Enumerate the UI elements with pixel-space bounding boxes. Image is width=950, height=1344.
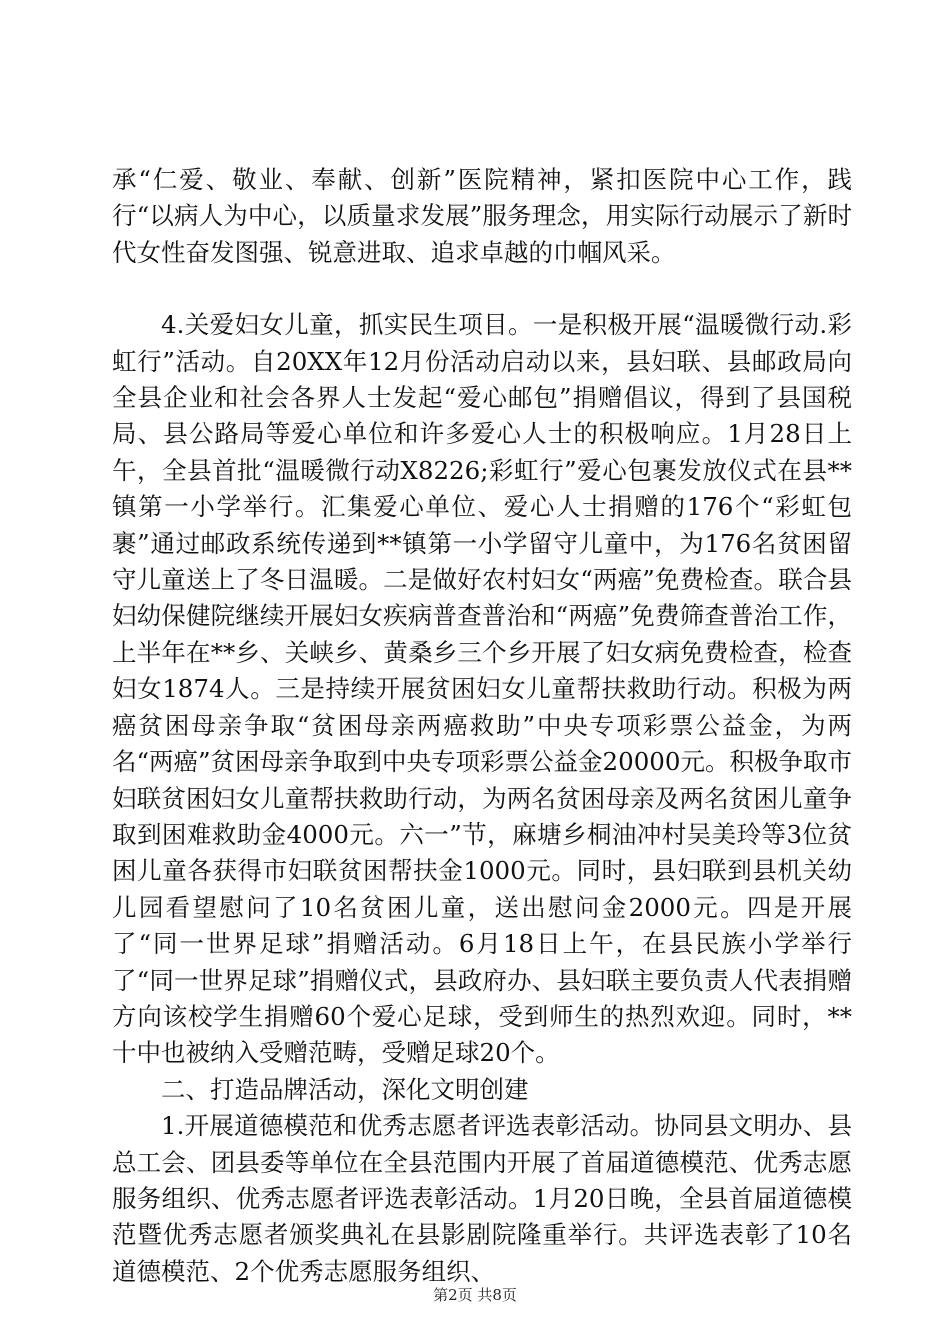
document-body [112, 162, 852, 1290]
section-heading-brand-activities: 二、打造品牌活动，深化文明创建 [161, 1074, 529, 1104]
paragraph-section-1-moral-models: 1.开展道德模范和优秀志愿者评选表彰活动。协同县文明办、县总工会、团县委等单位在全县范围内开展了首届道德模范、优秀志愿服务组织、优秀志愿者评选表彰活动。1月20日晚，全县首届道德模范暨优秀志愿者颁奖典礼在县影剧院隆重举行。共评选表彰了10名道德模范、2个优秀志愿服务组织、 [112, 1111, 852, 1286]
paragraph-continuation: 承“仁爱、敬业、奉献、创新”医院精神，紧扣医院中心工作，践行“以病人为中心，以质量求发展”服务理念，用实际行动展示了新时代女性奋发图强、锐意进取、追求卓越的巾帼风采。 [112, 165, 852, 267]
paragraph-section-4-women-children: 4.关爱妇女儿童，抓实民生项目。一是积极开展“温暖微行动.彩虹行”活动。自20XX年12月份活动启动以来，县妇联、县邮政局向全县企业和社会各界人士发起“爱心邮包”捐赠倡议，得到了县国税局、县公路局等爱心单位和许多爱心人士的积极响应。1月28日上午，全县首批“温暖微行动X8226;彩虹行”爱心包裹发放仪式在县**镇第一小学举行。汇集爱心单位、爱心人士捐赠的176个“彩虹包裹”通过邮政系统传递到**镇第一小学留守儿童中，为176名贫困留守儿童送上了冬日温暖。二是做好农村妇女“两癌”免费检查。联合县妇幼保健院继续开展妇女疾病普查普治和“两癌”免费筛查普治工作，上半年在**乡、关峡乡、黄桑乡三个乡开展了妇女病免费检查，检查妇女1874人。三是持续开展贫困妇女儿童帮扶救助行动。积极为两癌贫困母亲争取“贫困母亲两癌救助”中央专项彩票公益金，为两名“两癌”贫困母亲争取到中央专项彩票公益金20000元。积极争取市妇联贫困妇女儿童帮扶救助行动，为两名贫困母亲及两名贫困儿童争取到困难救助金4000元。六一”节，麻塘乡桐油冲村吴美玲等3位贫困儿童各获得市妇联贫困帮扶金1000元。同时，县妇联到县机关幼儿园看望慰问了10名贫困儿童，送出慰问金2000元。四是开展了“同一世界足球”捐赠活动。6月18日上午，在县民族小学举行了“同一世界足球”捐赠仪式，县政府办、县妇联主要负责人代表捐赠方向该校学生捐赠60个爱心足球，受到师生的热烈欢迎。同时，**十中也被纳入受赠范畴，受赠足球20个。 [112, 310, 852, 1068]
page-footer: 第2页 共8页 [433, 1286, 517, 1304]
